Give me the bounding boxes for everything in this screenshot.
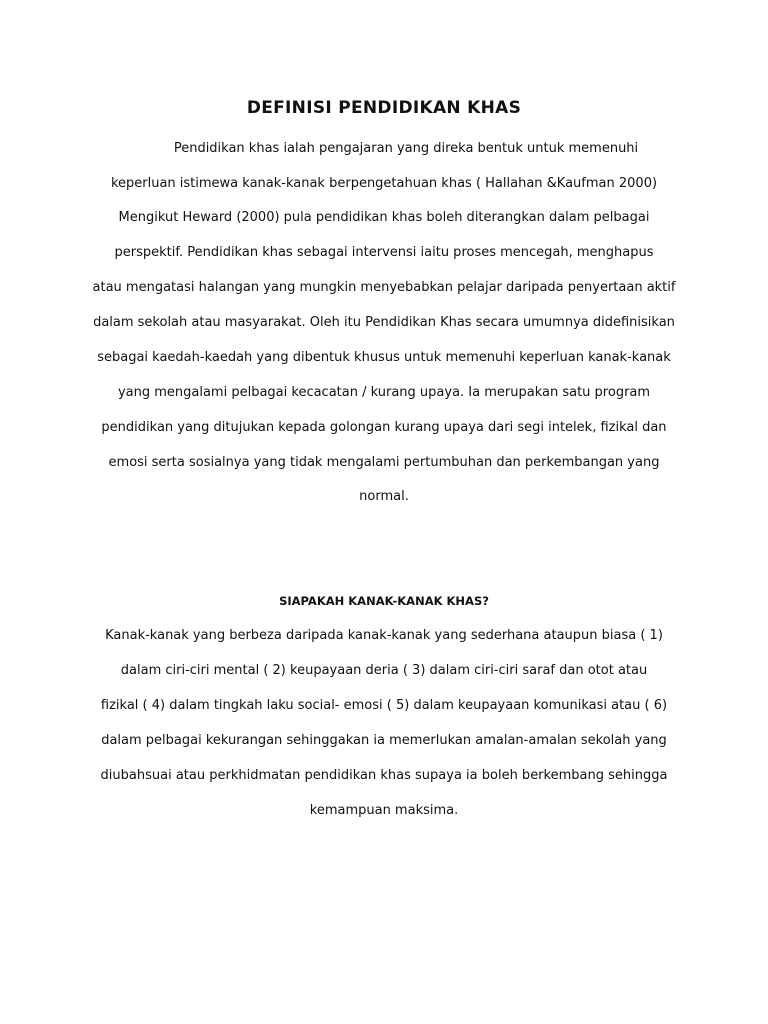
paragraph-line: dalam ciri-ciri mental ( 2) keupayaan deria ( 3) dalam ciri-ciri saraf dan otot atau [120, 663, 648, 678]
paragraph-line: diubahsuai atau perkhidmatan pendidikan khas supaya ia boleh berkembang sehingga [100, 768, 668, 783]
paragraph-line: perspektif. Pendidikan khas sebagai intervensi iaitu proses mencegah, menghapus [114, 245, 654, 260]
section-heading: SIAPAKAH KANAK-KANAK KHAS? [279, 594, 489, 608]
paragraph-line: pendidikan yang ditujukan kepada golongan kurang upaya dari segi intelek, fizikal dan [101, 420, 667, 435]
paragraph-line: Kanak-kanak yang berbeza daripada kanak-kanak yang sederhana ataupun biasa ( 1) [105, 628, 663, 643]
paragraph-line: normal. [359, 489, 409, 504]
paragraph-line: keperluan istimewa kanak-kanak berpengetahuan khas ( Hallahan &Kaufman 2000) [110, 176, 658, 191]
paragraph-line: Pendidikan khas ialah pengajaran yang direka bentuk untuk memenuhi [173, 141, 639, 156]
paragraph-line: sebagai kaedah-kaedah yang dibentuk khusus untuk memenuhi keperluan kanak-kanak [97, 350, 671, 365]
paragraph-line: emosi serta sosialnya yang tidak mengalami pertumbuhan dan perkembangan yang [108, 455, 660, 470]
paragraph-line: yang mengalami pelbagai kecacatan / kurang upaya. Ia merupakan satu program [117, 385, 651, 400]
paragraph-line: atau mengatasi halangan yang mungkin menyebabkan pelajar daripada penyertaan aktif [92, 280, 676, 295]
page-title: DEFINISI PENDIDIKAN KHAS [246, 98, 522, 118]
paragraph-line: fizikal ( 4) dalam tingkah laku social- emosi ( 5) dalam keupayaan komunikasi atau ( 6) [100, 698, 668, 713]
paragraph-line: kemampuan maksima. [309, 803, 459, 818]
paragraph-line: dalam pelbagai kekurangan sehinggakan ia memerlukan amalan-amalan sekolah yang [101, 733, 667, 748]
paragraph-line: dalam sekolah atau masyarakat. Oleh itu Pendidikan Khas secara umumnya didefinisikan [93, 315, 675, 330]
paragraph-line: Mengikut Heward (2000) pula pendidikan khas boleh diterangkan dalam pelbagai [118, 210, 650, 225]
